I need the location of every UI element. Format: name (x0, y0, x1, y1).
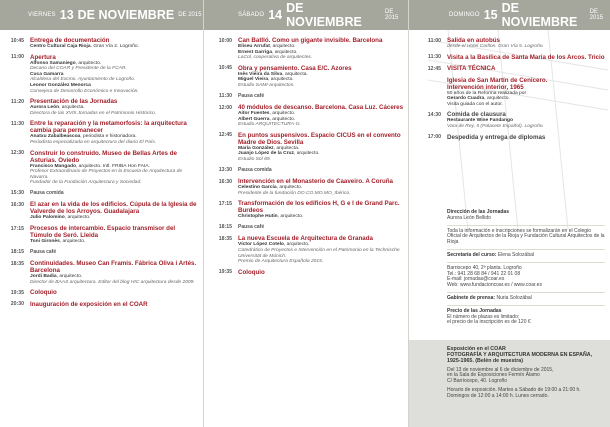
speaker-line (30, 215, 199, 221)
speaker-role: Presidente de la fundación DO.CO.MO.MO_Ibérico. (238, 190, 351, 196)
speaker-line (238, 191, 404, 197)
saturday-column (203, 0, 408, 427)
speaker-line (30, 239, 199, 245)
event-title: En puntos suspensivos. Espacio CICUS en el convento Madre de Dios. Sevilla (238, 131, 401, 146)
speaker-role: , arquitecto. (269, 111, 296, 117)
event-time: 11:30 (11, 120, 24, 127)
speaker-role: Fundador de la Fundación Arquitectura y Sociedad. (30, 180, 142, 186)
speaker-name: Víctor López Cotelo (238, 242, 284, 248)
event-title: Entrega de documentación (30, 37, 110, 44)
event-item (204, 37, 408, 61)
day-year: DE 2015 (178, 12, 202, 18)
event-time: 18:15 (218, 224, 232, 231)
speaker-line (238, 122, 404, 128)
speaker-role: Consejera de Desarrollo Económico e Innovación. (30, 88, 139, 94)
event-title: Comida de clausura (447, 111, 506, 119)
speaker-role: Catedrático de Proyectos e Intervención en el Patrimonio en la Technische Universität de Múnich. (238, 248, 400, 259)
speaker-line (447, 44, 606, 50)
day-number: 14 (268, 8, 283, 22)
speaker-role: , arquitecto. (59, 239, 86, 244)
speaker-name: Miguel Vieira (238, 77, 269, 83)
speaker-role: , arquitecto. (276, 185, 303, 191)
dir-label: Dirección de las Jornadas (447, 209, 509, 215)
speaker-name: Inês Vieira da Silva (238, 71, 283, 77)
speaker-role: , arquitecta. (282, 71, 308, 77)
event-time: 11:20 (11, 98, 24, 105)
event-item (0, 201, 203, 221)
day-month: DE NOVIEMBRE (77, 8, 175, 22)
event-title: Procesos de intercambio. Espacio transmisor del Túmulo de Seró. Lleida (30, 225, 176, 239)
info-block (409, 210, 610, 326)
speaker-line (238, 248, 404, 259)
speaker-line (30, 111, 199, 117)
speaker-role: Premio de Arquitectura Española 2015. (238, 259, 324, 265)
friday-column (0, 0, 203, 427)
event-item (204, 65, 408, 89)
event-time: 18:35 (10, 260, 24, 267)
speaker-role: , arquitecto. (56, 274, 83, 280)
event-item (0, 289, 203, 297)
speaker-name: Julio Palomino (30, 215, 65, 221)
event-title: Transformación de los edificios H, G e I de Grand Parc. Burdeos (238, 200, 400, 215)
event-time: 10:45 (218, 65, 232, 72)
speaker-role: . Gran Vía 2. Logroño. (90, 44, 140, 49)
event-title: Obra y pensamiento. Casa E/C. Azores (238, 64, 352, 72)
speaker-role: Estudio ARQUITECTURA-G. (238, 122, 301, 128)
speaker-name: Francisco Mangado (30, 163, 76, 169)
event-title: Coloquio (30, 289, 57, 297)
event-item (204, 178, 408, 196)
speaker-line (30, 169, 199, 180)
pause-item (0, 249, 203, 257)
event-time: 16:30 (10, 201, 24, 208)
exposition-block (409, 340, 610, 427)
speaker-role: Decano del COAR y Presidente de la FCAR. (30, 66, 127, 72)
speaker-line (30, 44, 199, 50)
event-time: 19:35 (10, 289, 24, 296)
event-item (0, 54, 203, 95)
speaker-role: Estudio Sol 89. (238, 157, 271, 163)
price-label: Precio de las Jornadas (447, 307, 502, 314)
event-title: Pausa comida (30, 189, 64, 196)
speaker-role: LaCol, cooperativa de arquitectes. (238, 55, 313, 61)
web[interactable]: Web: www.fundacioncoar.es / www.coar.es (447, 282, 542, 289)
speaker-role: Periodista especializada en arquitectura del diario El País. (30, 139, 157, 145)
speaker-role: , arquitecto. (283, 242, 310, 248)
speaker-name: Celestino García (238, 185, 277, 191)
event-time: 13:30 (218, 167, 232, 174)
expo-hours-2: Domingos de 12:00 a 14:00 h. Lunes cerrado. (447, 392, 549, 399)
speaker-role: Alcaldesa del Excmo. Ayuntamiento de Logroño. (30, 77, 136, 83)
event-time: 20:30 (10, 301, 24, 308)
speaker-line (30, 180, 199, 186)
event-time: 11:00 (11, 54, 24, 61)
event-title: Pausa comida (238, 166, 272, 173)
speaker-name: Leonor González Menorca (30, 82, 91, 88)
speaker-name: Centro Cultural Caja Rioja (30, 44, 91, 49)
event-item (0, 301, 203, 309)
speaker-role: Directora de las XVIII Jornadas en el Patrimonio Histórico. (30, 110, 157, 116)
day-year: DE 2015 (385, 9, 399, 21)
speaker-role: , arquitecto. Intl. FRIBA Hon FAIA. (75, 163, 150, 169)
speaker-name: Toni Gironès (30, 239, 60, 244)
pause-item (204, 224, 408, 232)
day-header (0, 0, 203, 30)
event-item (204, 235, 408, 264)
day-month: DE NOVIEMBRE (286, 1, 362, 29)
speaker-line (30, 280, 199, 286)
event-item (409, 65, 610, 73)
speaker-name: Alfonso Samaniego (30, 60, 76, 66)
day-header (409, 0, 610, 30)
visita-line: Iglesia de San Martín de Cenicero. (447, 76, 548, 84)
speaker-role: , arquitecto. (269, 116, 296, 122)
sunday-events (409, 30, 610, 141)
event-title: Can Batlló. Como un gigante invisible. Barcelona (238, 37, 383, 44)
event-time: 10:00 (218, 37, 232, 44)
speaker-name: Albert Guerra (238, 116, 270, 122)
day-month: DE NOVIEMBRE (501, 1, 578, 29)
event-time: 12:00 (218, 104, 232, 111)
event-time: 17:15 (10, 225, 24, 232)
speaker-line (238, 214, 404, 220)
speaker-name: Cuca Gamarra (30, 71, 64, 77)
event-title: Visita a la Basílica de Santa María de los Arcos. Tricio (447, 53, 605, 61)
expo-title: Exposición en el COAR (447, 346, 506, 352)
speaker-role: Vara de Rey, 5 (Palacete Español). Logroño. (447, 123, 544, 129)
speaker-line (238, 55, 404, 61)
pause-item (0, 190, 203, 198)
speaker-name: Juanjo López de la Cruz (238, 151, 294, 157)
event-time: 17:15 (218, 200, 232, 207)
speaker-name: Anatxu Zabalbeascoa (30, 134, 81, 140)
event-time: 19:35 (218, 269, 232, 276)
event-item (0, 37, 203, 50)
expo-dates: Del 13 de noviembre al 6 de diciembre de 2015, (447, 366, 554, 373)
tel: Tel.: 941 28 68 84 / 941 22 01 08 (447, 270, 521, 277)
event-item (409, 111, 610, 129)
speaker-role: , arquitecto. (64, 215, 91, 221)
gab-label: Gabinete de prensa: (447, 294, 496, 301)
day-name: VIERNES (28, 12, 56, 18)
price-2: el precio de la inscripción es de 120 € (447, 319, 531, 326)
speaker-role: , arquitecto. (75, 60, 102, 66)
event-item (0, 120, 203, 145)
event-time: 18:15 (10, 249, 24, 256)
speaker-line (30, 89, 199, 95)
event-time: 11:30 (219, 93, 232, 100)
event-item (409, 134, 610, 142)
event-item (0, 225, 203, 245)
event-time: 12:30 (10, 150, 24, 157)
event-item (409, 37, 610, 50)
dir-value: Aurora León Bellido (447, 214, 491, 221)
gab-value: Nuria Solozábal (496, 294, 532, 301)
event-item (204, 269, 408, 277)
visita-note: Visita guiada con el autor. (447, 101, 503, 107)
speaker-name: Ernest Garriga (238, 49, 272, 55)
friday-events (0, 30, 203, 308)
event-time: 10:45 (10, 37, 24, 44)
expo-address: C/ Barriocepo, 40. Logroño (447, 378, 508, 385)
day-year: DE 2015 (589, 9, 604, 21)
expo-room: en la Sala de Exposiciones Fermín Álamo (447, 372, 540, 379)
event-title: Continuidades. Museo Can Framis. Fábrica Oliva i Artés. Barcelona (30, 260, 197, 275)
speaker-line (238, 259, 404, 265)
event-item (0, 98, 203, 116)
speaker-role: , arquitecta. (273, 145, 300, 151)
visita-detail: Iglesia de San Martín de Cenicero. Intervención interior, 1965 50 años de la Reforma realizada por Gerardo Cuadra, arquitecto. Visita guiada con el autor. (409, 77, 610, 108)
visita-sub: 50 años de la Reforma realizada por (447, 90, 527, 96)
speaker-role: Director de BAAS arquitectura. Editor del blog HIC arquitectura desde 2009. (30, 279, 195, 285)
speaker-role: , arquitecto. (277, 214, 304, 220)
sunday-column (408, 0, 610, 427)
speaker-role: Profesor Extraordinario de Proyectos en la Escuela de Arquitectura de Navarra. (30, 169, 183, 180)
sec-value: Elena Solozábal (497, 251, 534, 258)
day-number: 15 (483, 8, 498, 22)
speaker-name: Jordi Badia (30, 274, 57, 280)
event-time: 12:45 (427, 65, 441, 72)
event-title: Entre la reparación y la metamorfosis: la arquitectura cambia para permanecer (30, 120, 187, 135)
speaker-line (30, 140, 199, 146)
speaker-role: , arquitecto. (293, 151, 320, 157)
event-time: 12:45 (218, 132, 232, 139)
address: Barriocepo 40, 2ª planta. Logroño (447, 264, 522, 271)
event-title: Apertura (30, 53, 56, 61)
expo-hours: Horario de exposición. Martes a Sábado de 19:00 a 21:00 h. (447, 387, 581, 393)
event-title: VISITA TÉCNICA (447, 65, 496, 73)
event-item (204, 104, 408, 128)
speaker-line (238, 157, 404, 163)
event-title: El azar en la vida de los edificios. Cúpula de la Iglesia de Valverde de los Arroyos. Guadalajara (30, 201, 197, 216)
event-time: 18:35 (218, 235, 232, 242)
price-1: El número de plazas es limitado; (447, 313, 520, 320)
speaker-name: Aurora León (30, 105, 60, 111)
event-title: Despedida y entrega de diplomas (447, 133, 546, 141)
event-title: La nueva Escuela de Arquitectura de Granada (238, 235, 373, 243)
event-time: 15:30 (10, 190, 24, 197)
visita-architect: Gerardo Cuadra (447, 96, 485, 102)
speaker-role: , arquitecta. (59, 105, 85, 111)
event-title: Pausa café (30, 248, 57, 255)
event-title: Intervención en el Monasterio de Caaveiro. A Coruña (238, 178, 393, 186)
event-title: Construir lo construido. Museo de Bellas Artes de Asturias. Oviedo (30, 149, 177, 164)
event-title: Pausa café (238, 223, 265, 230)
event-item (0, 260, 203, 285)
speaker-name: Eliseu Arrufat (238, 44, 270, 49)
event-item (409, 54, 610, 62)
event-item (204, 200, 408, 220)
speaker-role: , arquitecto. (269, 44, 296, 49)
expo-subtitle: FOTOGRAFÍA Y ARQUITECTURA MODERNA EN ESPAÑA, 1925-1965. (Belén de muestra) (447, 352, 593, 365)
speaker-name: Restaurante Wine Fandango (447, 118, 513, 124)
speaker-role: , arquitecto. (268, 77, 294, 83)
event-item (0, 150, 203, 186)
speaker-name: Christophe Hutin (238, 214, 278, 220)
event-time: 14:30 (427, 111, 441, 118)
speaker-line (238, 83, 404, 89)
event-time: 11:30 (428, 54, 441, 61)
event-time: 11:00 (428, 37, 441, 44)
event-title: Pausa café (238, 92, 265, 99)
speaker-line (447, 124, 606, 130)
day-name: SÁBADO (238, 12, 265, 18)
day-name: DOMINGO (449, 12, 480, 18)
email[interactable]: E-mail: jornadas@coar.es (447, 276, 505, 283)
saturday-events (204, 30, 408, 276)
event-title: Salida en autobús (447, 37, 500, 44)
event-title: 40 módulos de descanso. Barcelona. Casa Luz. Cáceres (238, 104, 404, 112)
speaker-name: Aitor Fuentes (238, 111, 270, 117)
speaker-role: desde el Hotel Carlton. Gran Vía 5. Logroño. (447, 44, 544, 49)
event-title: Inauguración de exposición en el COAR (30, 300, 148, 308)
event-title: Coloquio (238, 268, 265, 276)
visita-line: Intervención interior, 1965 (447, 83, 524, 91)
pause-item (204, 93, 408, 101)
speaker-role: , arquitecto. (271, 49, 298, 55)
info-text: Toda la información e inscripciones se formalizarán en el Colegio Oficial de Arquitectos de la Rioja y Fundación Cultural Arquitectos de la Rioja (447, 227, 605, 246)
event-title: Presentación de las Jornadas (30, 98, 118, 106)
day-header (204, 0, 408, 30)
event-time: 17:00 (427, 134, 441, 141)
event-time: 16:30 (218, 178, 232, 185)
speaker-name: María González (238, 145, 274, 151)
pause-item (204, 167, 408, 175)
speaker-role: Estudio SAMI-arquitectos. (238, 82, 295, 88)
day-number: 13 (59, 8, 74, 22)
sec-label: Secretaría del curso: (447, 251, 497, 258)
speaker-role: , periodista e historiadora. (80, 134, 137, 140)
event-item (204, 132, 408, 163)
